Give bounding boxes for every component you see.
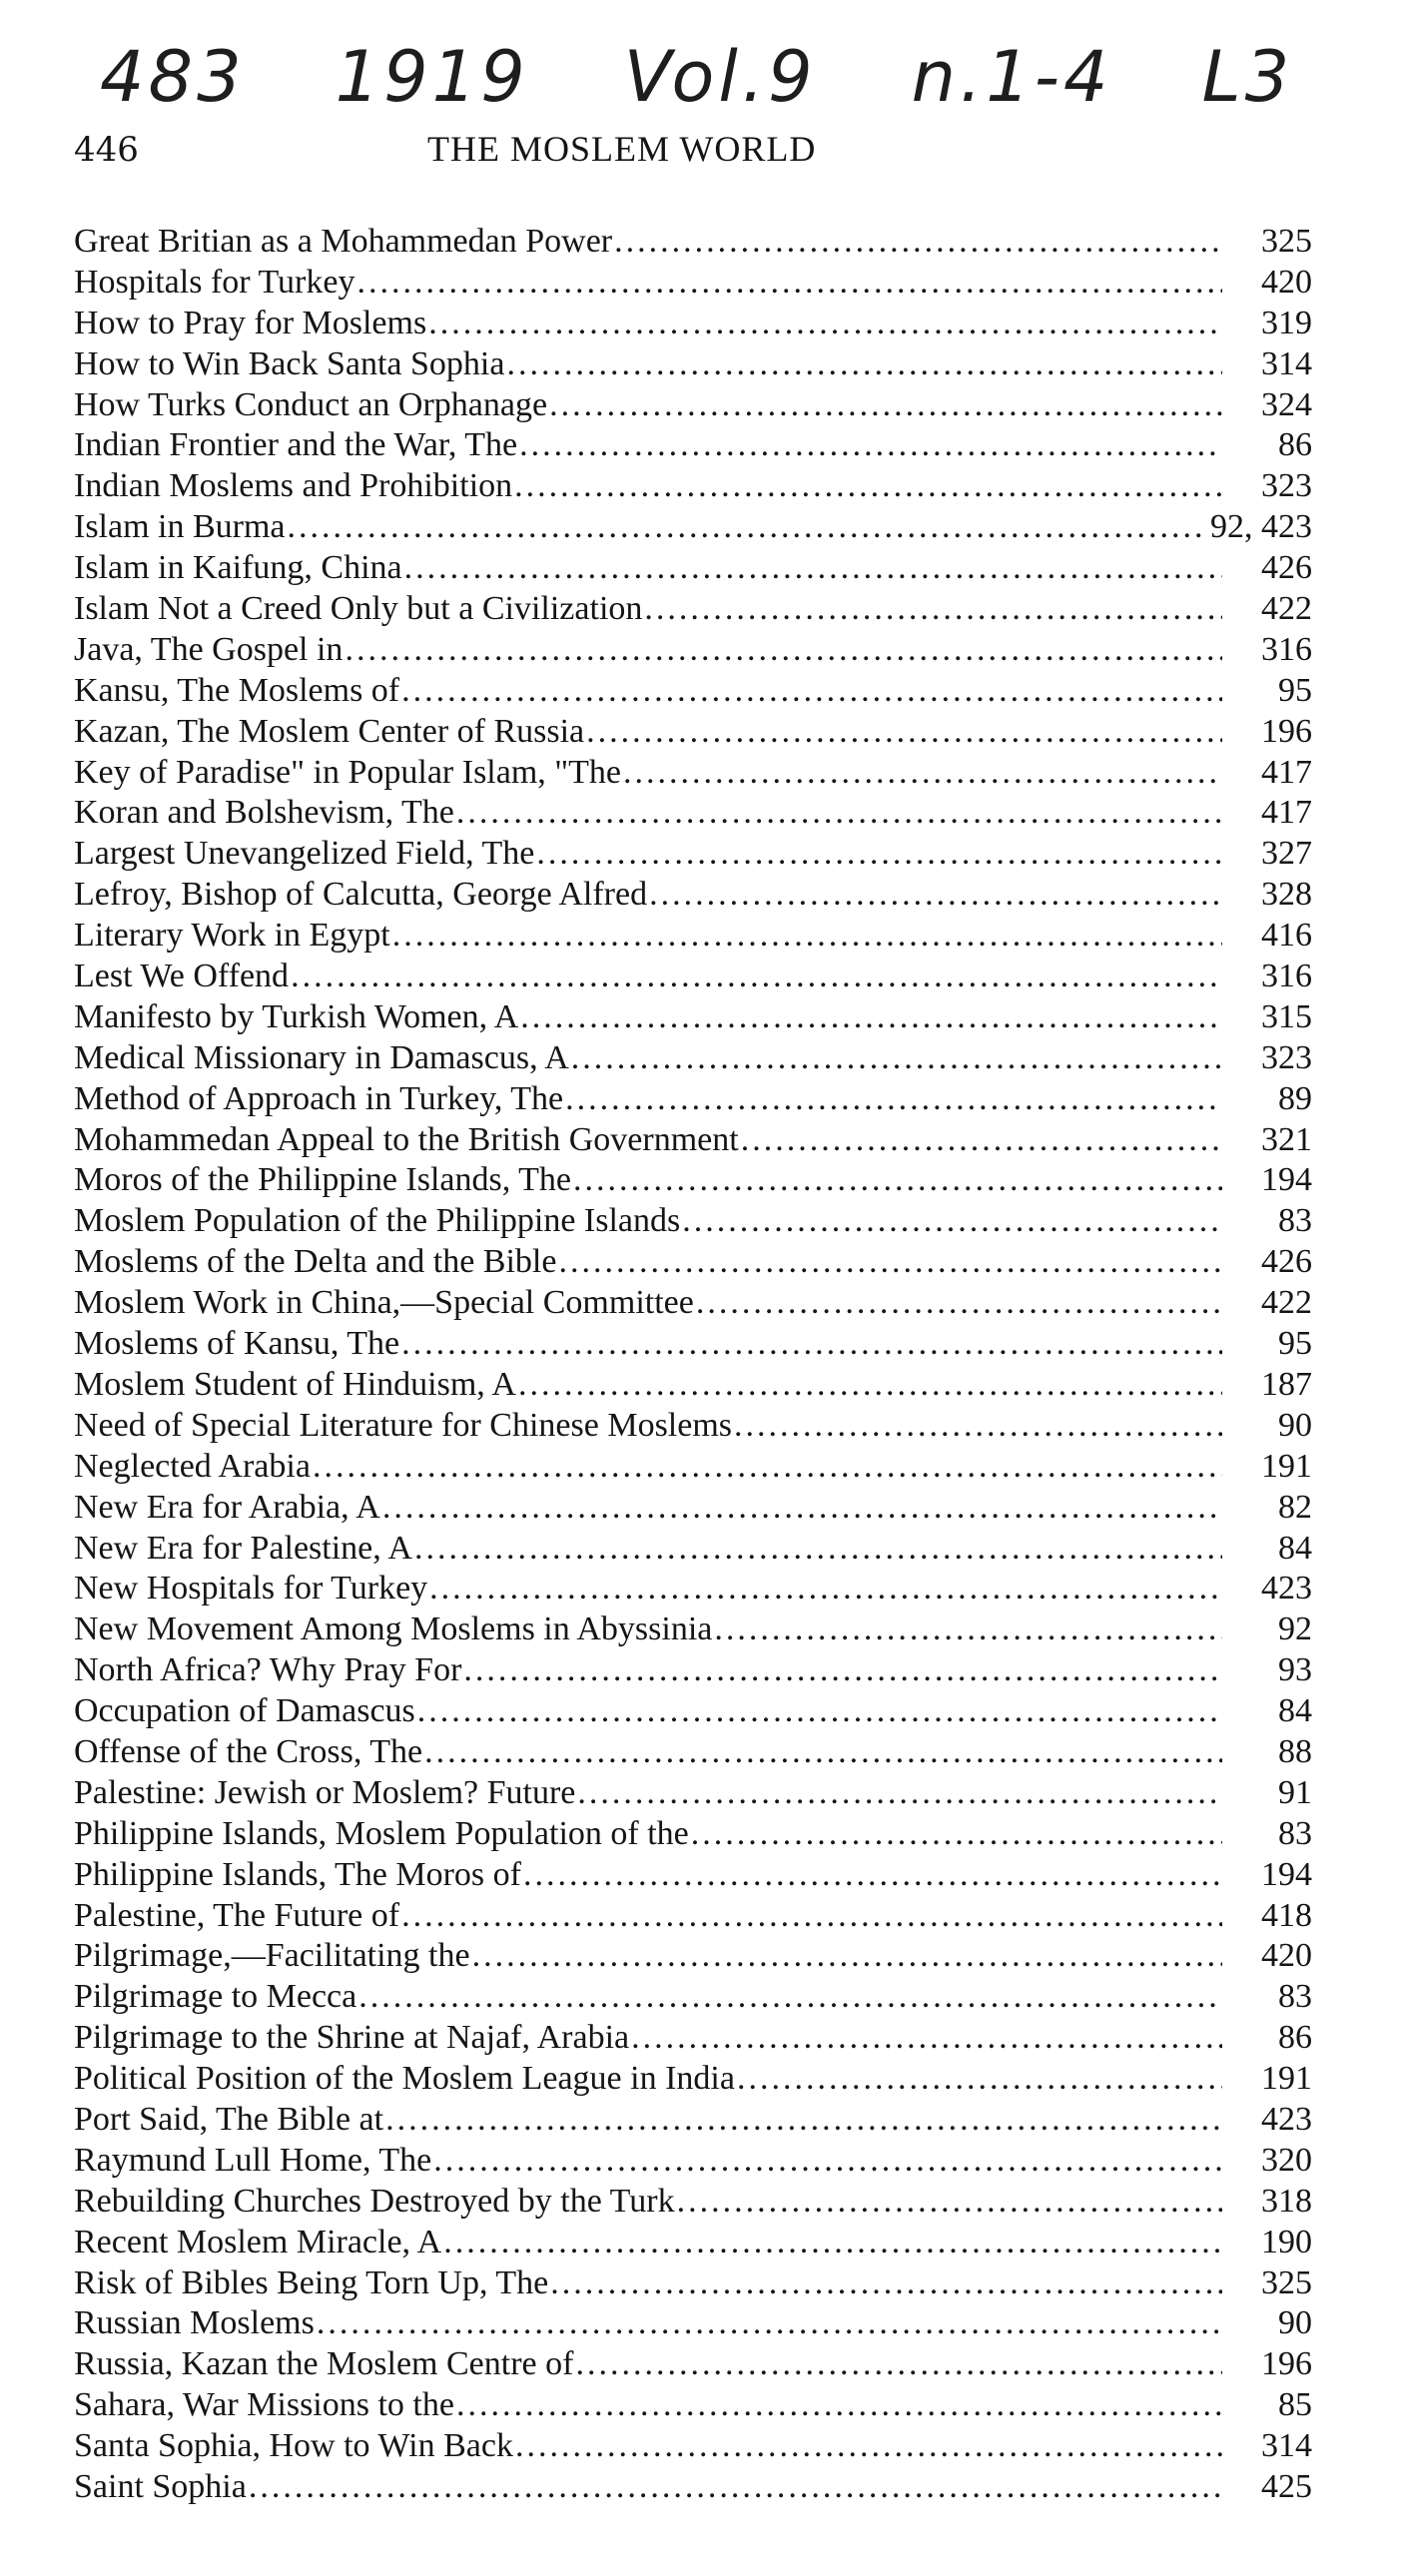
entry-page-number: 417	[1261, 753, 1312, 791]
entry-page-number: 92, 423	[1210, 508, 1312, 546]
entry-page-number: 196	[1261, 712, 1312, 750]
dot-leader	[714, 1610, 1222, 1650]
dot-leader	[682, 1201, 1222, 1242]
index-entry	[74, 222, 1312, 263]
index-entry	[74, 2018, 1312, 2059]
entry-title: New Era for Arabia, A	[74, 1488, 380, 1526]
dot-leader	[586, 712, 1222, 753]
entry-title: Lest We Offend	[74, 958, 290, 995]
dot-leader	[345, 630, 1222, 671]
index-entry	[74, 1283, 1312, 1324]
entry-title: Political Position of the Moslem League in India	[74, 2060, 735, 2098]
entry-title: Philippine Islands, Moslem Population of the	[74, 1814, 689, 1852]
dot-leader	[514, 466, 1222, 507]
entry-title: Moros of the Philippine Islands, The	[74, 1161, 571, 1199]
entry-title: Neglected Arabia	[74, 1447, 311, 1485]
index-entry	[74, 1160, 1312, 1201]
index-entry	[74, 957, 1312, 997]
entry-title: Occupation of Damascus	[74, 1692, 415, 1730]
dot-leader	[649, 875, 1222, 916]
dot-leader	[456, 793, 1222, 834]
entry-title: Rebuilding Churches Destroyed by the Turk	[74, 2182, 675, 2220]
entry-title: Indian Moslems and Prohibition	[74, 467, 513, 505]
entry-page-number: 323	[1261, 467, 1312, 505]
index-entry	[74, 2223, 1312, 2263]
entry-page-number: 86	[1278, 2019, 1312, 2057]
dot-leader	[677, 2182, 1222, 2223]
index-entry	[74, 263, 1312, 304]
entry-title: Hospitals for Turkey	[74, 263, 355, 301]
entry-title: Islam in Kaifung, China	[74, 549, 402, 587]
entry-page-number: 328	[1261, 876, 1312, 914]
entry-page-number: 91	[1278, 1773, 1312, 1811]
index-list	[74, 222, 1312, 2508]
entry-page-number: 321	[1261, 1120, 1312, 1158]
entry-title: Palestine: Jewish or Moslem? Future	[74, 1773, 576, 1811]
entry-page-number: 314	[1261, 344, 1312, 382]
entry-title: Great Britian as a Mohammedan Power	[74, 223, 613, 260]
entry-title: Moslems of the Delta and the Bible	[74, 1243, 557, 1281]
index-entry	[74, 1079, 1312, 1120]
dot-leader	[317, 2303, 1222, 2344]
entry-page-number: 425	[1261, 2467, 1312, 2505]
index-entry	[74, 2303, 1312, 2344]
dot-leader	[414, 1529, 1222, 1570]
entry-page-number: 418	[1261, 1896, 1312, 1934]
entry-title: Need of Special Literature for Chinese Moslems	[74, 1406, 733, 1444]
entry-page-number: 420	[1261, 1937, 1312, 1975]
entry-page-number: 320	[1261, 2141, 1312, 2179]
index-entry	[74, 385, 1312, 426]
entry-title: Moslem Population of the Philippine Islands	[74, 1202, 681, 1240]
entry-title: Kazan, The Moslem Center of Russia	[74, 712, 585, 750]
index-entry	[74, 2059, 1312, 2100]
index-entry	[74, 1610, 1312, 1650]
entry-title: Pilgrimage to Mecca	[74, 1978, 357, 2016]
entry-title: Pilgrimage,—Facilitating the	[74, 1937, 470, 1975]
index-entry	[74, 2263, 1312, 2304]
entry-title: Islam Not a Creed Only but a Civilization	[74, 590, 643, 628]
dot-leader	[291, 957, 1222, 997]
entry-page-number: 417	[1261, 794, 1312, 832]
entry-title: Method of Approach in Turkey, The	[74, 1079, 564, 1117]
entry-page-number: 84	[1278, 1529, 1312, 1567]
dot-leader	[401, 671, 1222, 712]
index-entry	[74, 466, 1312, 507]
entry-title: Lefroy, Bishop of Calcutta, George Alfred	[74, 876, 648, 914]
entry-page-number: 416	[1261, 917, 1312, 955]
entry-title: Key of Paradise" in Popular Islam, "The	[74, 753, 622, 791]
index-entry	[74, 1936, 1312, 1977]
dot-leader	[614, 222, 1222, 263]
entry-title: Saint Sophia	[74, 2467, 247, 2505]
dot-leader	[404, 548, 1222, 589]
entry-page-number: 315	[1261, 997, 1312, 1035]
index-entry	[74, 2182, 1312, 2223]
entry-title: Pilgrimage to the Shrine at Najaf, Arabia	[74, 2019, 630, 2057]
index-entry	[74, 1242, 1312, 1283]
index-entry	[74, 997, 1312, 1038]
entry-title: Largest Unevangelized Field, The	[74, 835, 535, 873]
index-entry	[74, 875, 1312, 916]
index-entry	[74, 1447, 1312, 1488]
index-entry	[74, 548, 1312, 589]
entry-title: Sahara, War Missions to the	[74, 2386, 454, 2424]
entry-title: How Turks Conduct an Orphanage	[74, 385, 548, 423]
entry-page-number: 86	[1278, 426, 1312, 464]
dot-leader	[356, 263, 1222, 304]
dot-leader	[520, 997, 1222, 1038]
handwritten-issues: n.1-4	[911, 36, 1112, 118]
index-entry	[74, 2426, 1312, 2467]
dot-leader	[575, 2344, 1222, 2385]
dot-leader	[385, 2100, 1222, 2141]
handwritten-volume: Vol.9	[623, 36, 817, 118]
dot-leader	[644, 589, 1222, 630]
entry-title: Recent Moslem Miracle, A	[74, 2223, 442, 2260]
entry-page-number: 325	[1261, 223, 1312, 260]
entry-page-number: 84	[1278, 1692, 1312, 1730]
dot-leader	[358, 1977, 1222, 2018]
dot-leader	[623, 753, 1222, 794]
entry-page-number: 196	[1261, 2345, 1312, 2383]
entry-page-number: 426	[1261, 1243, 1312, 1281]
dot-leader	[249, 2467, 1222, 2508]
index-entry	[74, 344, 1312, 385]
entry-page-number: 90	[1278, 1406, 1312, 1444]
entry-title: How to Win Back Santa Sophia	[74, 344, 505, 382]
entry-title: How to Pray for Moslems	[74, 304, 427, 341]
entry-page-number: 93	[1278, 1651, 1312, 1689]
dot-leader	[691, 1814, 1222, 1855]
entry-title: Philippine Islands, The Moros of	[74, 1855, 521, 1893]
entry-title: Indian Frontier and the War, The	[74, 426, 518, 464]
index-entry	[74, 1324, 1312, 1365]
entry-page-number: 422	[1261, 590, 1312, 628]
index-entry	[74, 671, 1312, 712]
index-entry	[74, 1120, 1312, 1161]
index-entry	[74, 425, 1312, 466]
index-entry	[74, 2385, 1312, 2426]
entry-page-number: 194	[1261, 1855, 1312, 1893]
entry-title: Offense of the Cross, The	[74, 1732, 423, 1770]
entry-page-number: 83	[1278, 1202, 1312, 1240]
entry-page-number: 92	[1278, 1610, 1312, 1648]
entry-title: Kansu, The Moslems of	[74, 671, 400, 709]
dot-leader	[573, 1160, 1222, 1201]
entry-page-number: 83	[1278, 1978, 1312, 2016]
dot-leader	[506, 344, 1222, 385]
entry-title: Manifesto by Turkish Women, A	[74, 997, 519, 1035]
entry-page-number: 422	[1261, 1284, 1312, 1322]
handwritten-code: L3	[1201, 36, 1294, 118]
entry-title: New Movement Among Moslems in Abyssinia	[74, 1610, 713, 1648]
entry-title: Risk of Bibles Being Torn Up, The	[74, 2263, 549, 2301]
index-entry	[74, 916, 1312, 957]
index-entry	[74, 793, 1312, 834]
entry-page-number: 316	[1261, 630, 1312, 668]
index-entry	[74, 1488, 1312, 1529]
dot-leader	[382, 1488, 1222, 1529]
dot-leader	[392, 916, 1222, 957]
dot-leader	[515, 2426, 1222, 2467]
dot-leader	[443, 2223, 1222, 2263]
index-entry	[74, 753, 1312, 794]
entry-page-number: 90	[1278, 2304, 1312, 2342]
entry-title: North Africa? Why Pray For	[74, 1651, 462, 1689]
dot-leader	[417, 1691, 1222, 1732]
index-entry	[74, 1406, 1312, 1447]
dot-leader	[571, 1038, 1222, 1079]
index-entry	[74, 1201, 1312, 1242]
dot-leader	[631, 2018, 1222, 2059]
entry-page-number: 89	[1278, 1079, 1312, 1117]
dot-leader	[549, 385, 1222, 426]
entry-page-number: 314	[1261, 2427, 1312, 2465]
entry-page-number: 327	[1261, 835, 1312, 873]
index-entry	[74, 1529, 1312, 1570]
dot-leader	[577, 1773, 1222, 1814]
handwritten-call-number	[100, 22, 1378, 132]
dot-leader	[519, 425, 1222, 466]
dot-leader	[428, 304, 1222, 344]
index-entry	[74, 1732, 1312, 1773]
entry-page-number: 191	[1261, 1447, 1312, 1485]
entry-page-number: 83	[1278, 1814, 1312, 1852]
index-entry	[74, 1569, 1312, 1610]
dot-leader	[737, 2059, 1222, 2100]
dot-leader	[550, 2263, 1222, 2304]
index-entry	[74, 630, 1312, 671]
entry-page-number: 323	[1261, 1038, 1312, 1076]
entry-page-number: 423	[1261, 1570, 1312, 1608]
dot-leader	[433, 2141, 1222, 2182]
entry-page-number: 423	[1261, 2100, 1312, 2138]
index-entry	[74, 712, 1312, 753]
dot-leader	[518, 1365, 1222, 1406]
dot-leader	[463, 1650, 1222, 1691]
entry-title: Moslems of Kansu, The	[74, 1325, 400, 1363]
index-entry	[74, 507, 1312, 548]
entry-page-number: 420	[1261, 263, 1312, 301]
dot-leader	[288, 507, 1204, 548]
index-entry	[74, 1038, 1312, 1079]
index-entry	[74, 1814, 1312, 1855]
entry-page-number: 319	[1261, 304, 1312, 341]
index-entry	[74, 1650, 1312, 1691]
entry-page-number: 190	[1261, 2223, 1312, 2260]
dot-leader	[523, 1855, 1222, 1896]
entry-title: Literary Work in Egypt	[74, 917, 390, 955]
dot-leader	[401, 1896, 1222, 1937]
entry-page-number: 318	[1261, 2182, 1312, 2220]
dot-leader	[424, 1732, 1222, 1773]
handwritten-year: 1919	[335, 36, 529, 118]
entry-page-number: 82	[1278, 1488, 1312, 1526]
index-entry	[74, 2467, 1312, 2508]
entry-title: Moslem Student of Hinduism, A	[74, 1365, 516, 1403]
dot-leader	[456, 2385, 1222, 2426]
entry-title: New Hospitals for Turkey	[74, 1570, 428, 1608]
entry-title: New Era for Palestine, A	[74, 1529, 412, 1567]
dot-leader	[741, 1120, 1222, 1161]
entry-title: Port Said, The Bible at	[74, 2100, 384, 2138]
index-entry	[74, 1365, 1312, 1406]
entry-title: Russia, Kazan the Moslem Centre of	[74, 2345, 574, 2383]
entry-title: Palestine, The Future of	[74, 1896, 400, 1934]
entry-page-number: 194	[1261, 1161, 1312, 1199]
handwritten-number: 483	[100, 36, 246, 118]
entry-title: Koran and Bolshevism, The	[74, 794, 454, 832]
page-number: 446	[74, 130, 139, 170]
dot-leader	[429, 1569, 1222, 1610]
dot-leader	[558, 1242, 1222, 1283]
running-head: THE MOSLEM WORLD	[427, 129, 817, 169]
entry-page-number: 426	[1261, 549, 1312, 587]
dot-leader	[565, 1079, 1222, 1120]
entry-title: Santa Sophia, How to Win Back	[74, 2427, 513, 2465]
dot-leader	[696, 1283, 1222, 1324]
dot-leader	[472, 1936, 1222, 1977]
index-entry	[74, 1855, 1312, 1896]
entry-title: Mohammedan Appeal to the British Government	[74, 1120, 739, 1158]
index-entry	[74, 1691, 1312, 1732]
entry-page-number: 88	[1278, 1732, 1312, 1770]
entry-page-number: 325	[1261, 2263, 1312, 2301]
entry-title: Medical Missionary in Damascus, A	[74, 1038, 569, 1076]
entry-page-number: 191	[1261, 2060, 1312, 2098]
entry-page-number: 95	[1278, 671, 1312, 709]
entry-page-number: 324	[1261, 385, 1312, 423]
entry-title: Java, The Gospel in	[74, 630, 344, 668]
index-entry	[74, 1896, 1312, 1937]
index-entry	[74, 2100, 1312, 2141]
index-entry	[74, 589, 1312, 630]
index-entry	[74, 1773, 1312, 1814]
entry-title: Russian Moslems	[74, 2304, 315, 2342]
dot-leader	[734, 1406, 1222, 1447]
dot-leader	[401, 1324, 1222, 1365]
entry-page-number: 316	[1261, 958, 1312, 995]
entry-page-number: 187	[1261, 1365, 1312, 1403]
entry-page-number: 95	[1278, 1325, 1312, 1363]
index-entry	[74, 1977, 1312, 2018]
entry-page-number: 85	[1278, 2386, 1312, 2424]
entry-title: Raymund Lull Home, The	[74, 2141, 432, 2179]
dot-leader	[536, 834, 1222, 875]
index-entry	[74, 834, 1312, 875]
index-entry	[74, 2344, 1312, 2385]
entry-title: Islam in Burma	[74, 508, 286, 546]
entry-title: Moslem Work in China,—Special Committee	[74, 1284, 694, 1322]
index-entry	[74, 2141, 1312, 2182]
dot-leader	[313, 1447, 1222, 1488]
index-entry	[74, 304, 1312, 344]
